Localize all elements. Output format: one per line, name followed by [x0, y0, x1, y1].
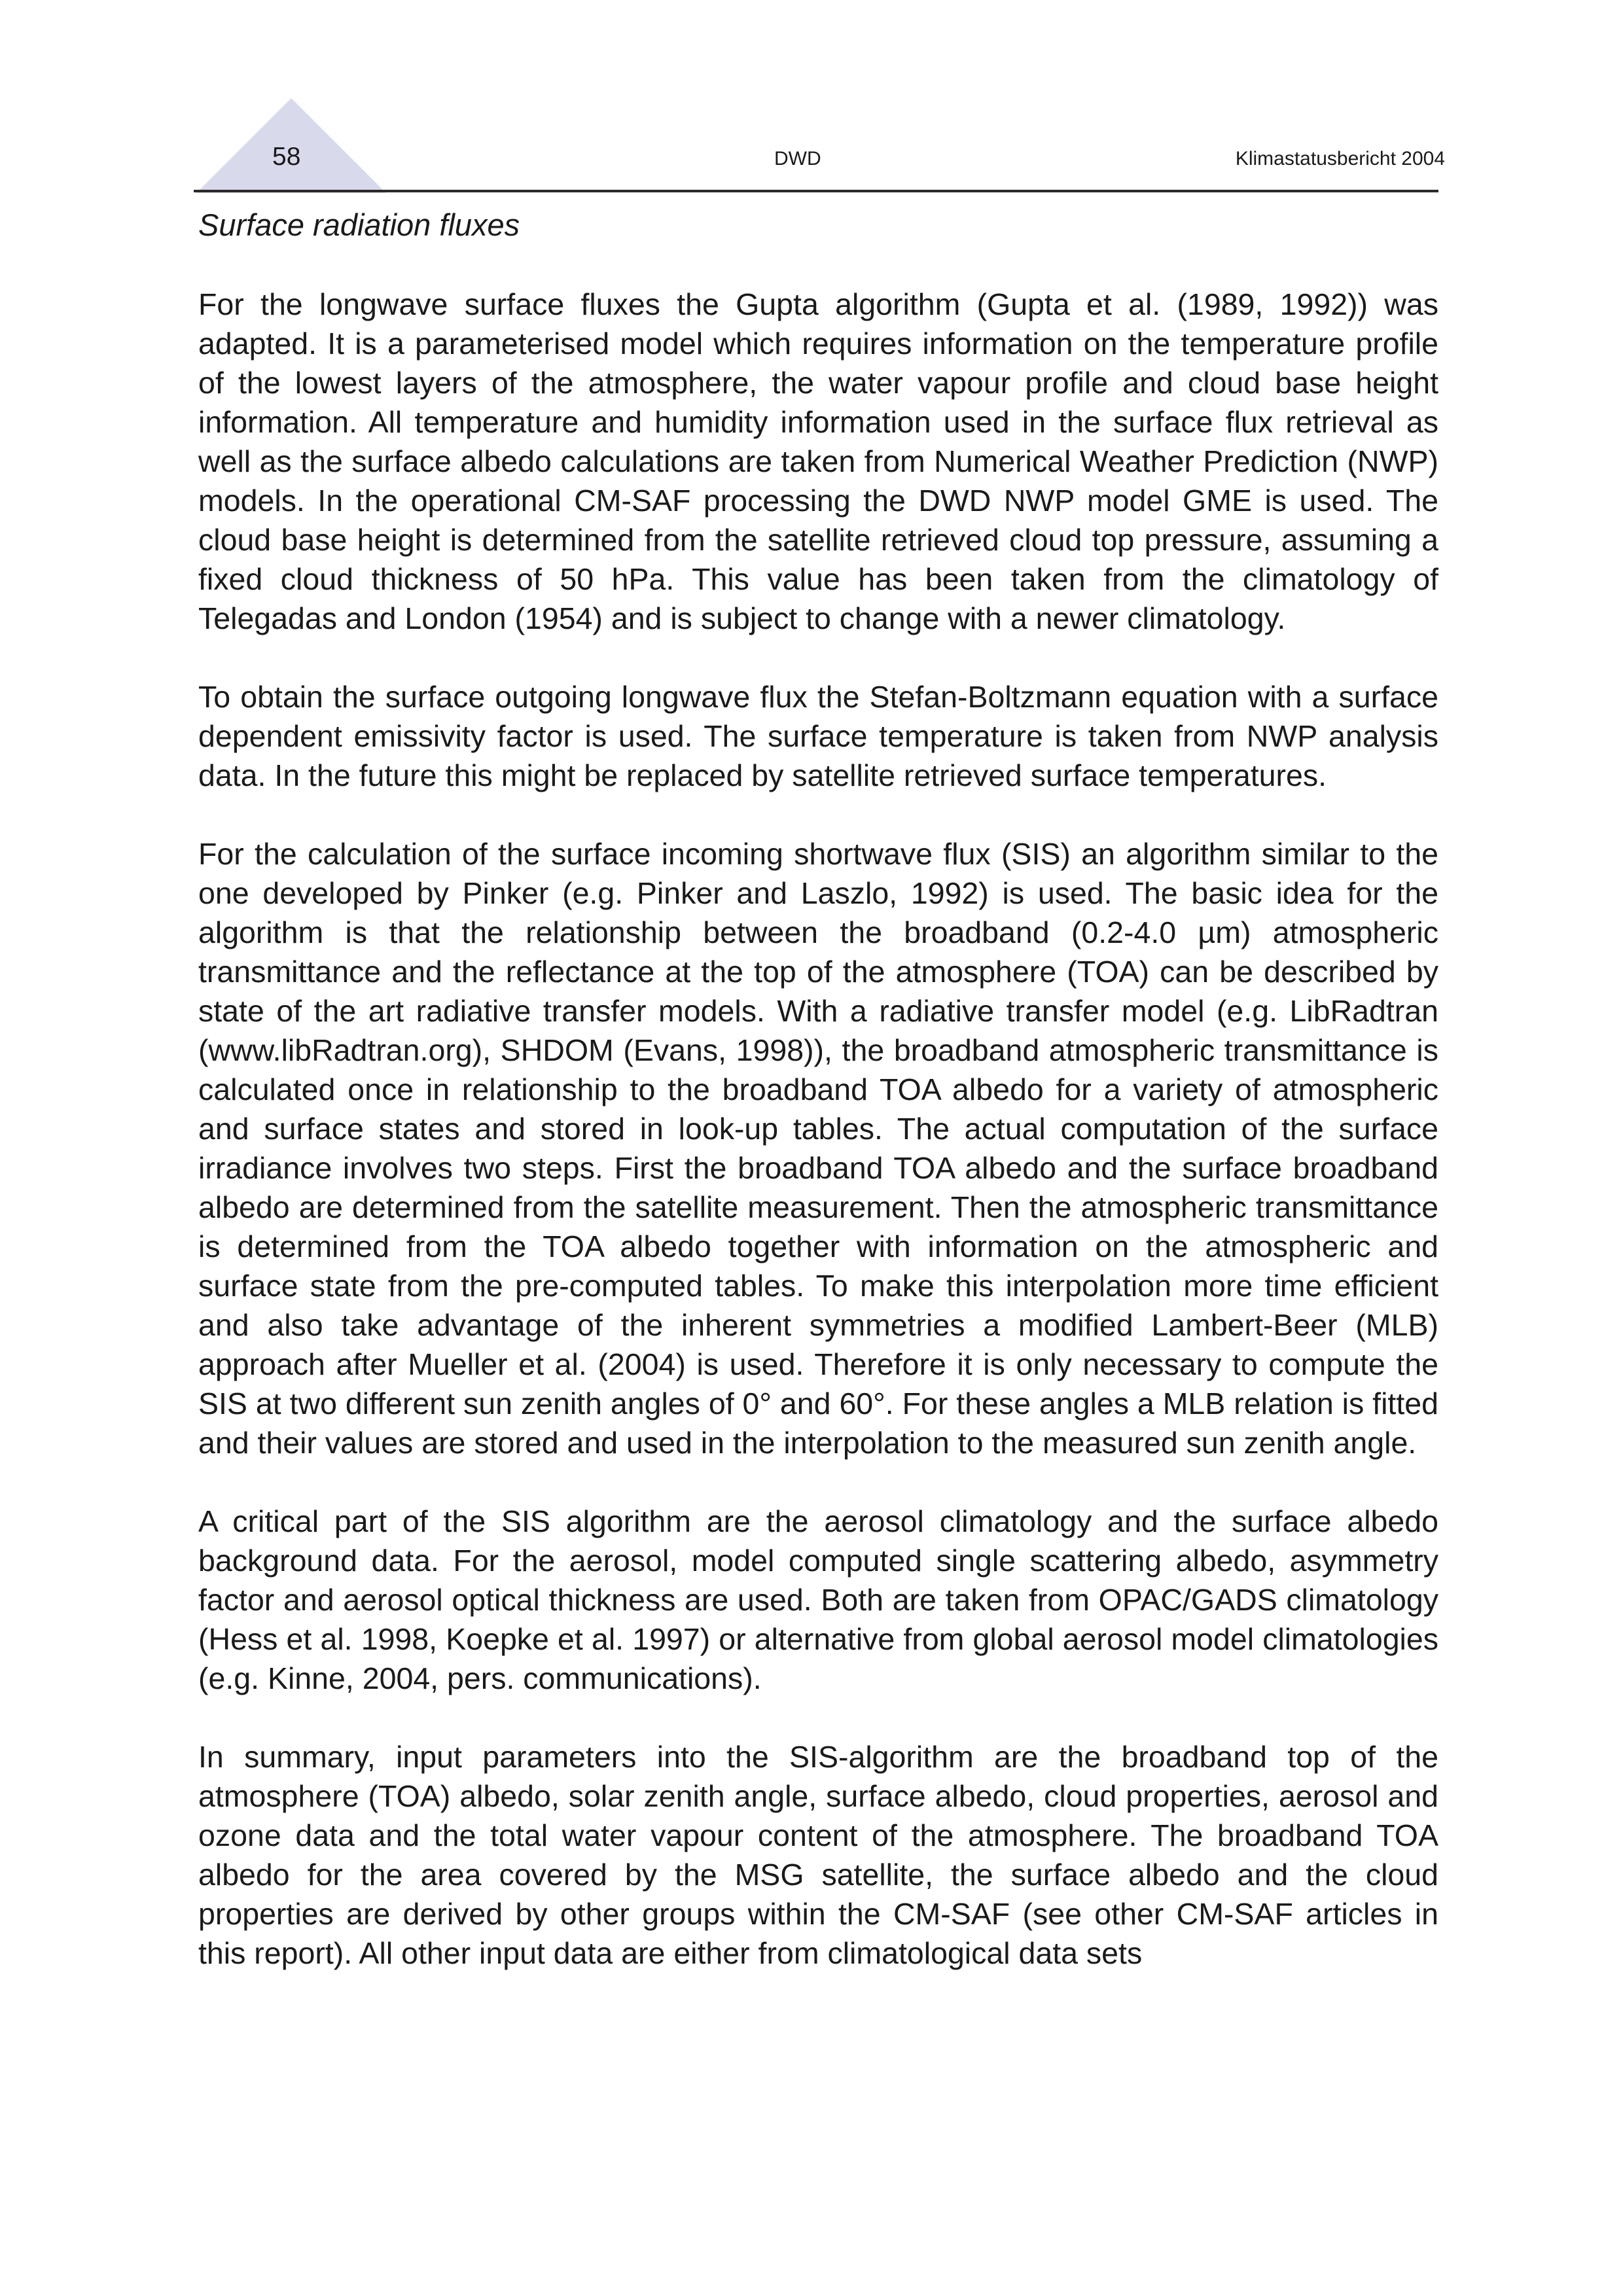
paragraph-summary: In summary, input parameters into the SIS-algorithm are the broadband top of the atmosphere (TOA) albedo, solar zenith angle, surface albedo, cloud properties, aerosol and ozone data and the total water vapour content of the atmosphere. The broadband TOA albedo for the area covered by the MSG satellite, the surface albedo and the cloud properties are derived by other groups within the CM-SAF (see other CM-SAF articles in this report). All other input data are either from climatological data sets: [198, 1740, 1438, 1970]
header-divider: [194, 190, 1438, 192]
paragraph-outgoing-longwave: To obtain the surface outgoing longwave flux the Stefan-Boltzmann equation with a surface dependent emissivity factor is used. The surface temperature is taken from NWP analysis data. In the future this might be replaced by satellite retrieved surface temperatures.: [198, 680, 1438, 792]
paragraph-longwave-fluxes: For the longwave surface fluxes the Gupta algorithm (Gupta et al. (1989, 1992)) was adapted. It is a parameterised model which requires information on the temperature profile of the lowest layers of the atmosphere, the water vapour profile and cloud base height information. All temperature and humidity information used in the surface flux retrieval as well as the surface albedo calculations are taken from Numerical Weather Prediction (NWP) models. In the operational CM-SAF processing the DWD NWP model GME is used. The cloud base height is determined from the satellite retrieved cloud top pressure, assuming a fixed cloud thickness of 50 hPa. This value has been taken from the climatology of Telegadas and London (1954) and is subject to change with a newer climatology.: [198, 287, 1438, 635]
page-number: 58: [272, 143, 301, 171]
paragraph-shortwave-sis: For the calculation of the surface incoming shortwave flux (SIS) an algorithm similar to the one developed by Pinker (e.g. Pinker and Laszlo, 1992) is used. The basic idea for the algorithm is that the relationship between the broadband (0.2-4.0 µm) atmospheric transmittance and the reflectance at the top of the atmosphere (TOA) can be described by state of the art radiative transfer models. With a radiative transfer model (e.g. LibRadtran (www.libRadtran.org), SHDOM (Evans, 1998)), the broadband atmospheric transmittance is calculated once in relationship to the broadband TOA albedo for a variety of atmospheric and surface states and stored in look-up tables. The actual computation of the surface irradiance involves two steps. First the broadband TOA albedo and the surface broadband albedo are determined from the satellite measurement. Then the atmospheric transmittance is determined from the TOA albedo together with information on the atmospheric and surface state from the pre-computed tables. To make this interpolation more time efficient and also take advantage of the inherent symmetries a modified Lambert-Beer (MLB) approach after Mueller et al. (2004) is used. Therefore it is only necessary to compute the SIS at two different sun zenith angles of 0° and 60°. For these angles a MLB relation is fitted and their values are stored and used in the interpolation to the measured sun zenith angle.: [198, 837, 1438, 1460]
body-text: [198, 285, 1438, 2012]
header-publisher: DWD: [774, 148, 821, 169]
paragraph-aerosol-climatology: A critical part of the SIS algorithm are the aerosol climatology and the surface albedo background data. For the aerosol, model computed single scattering albedo, asymmetry factor and aerosol optical thickness are used. Both are taken from OPAC/GADS climatology (Hess et al. 1998, Koepke et al. 1997) or alternative from global aerosol model climatologies (e.g. Kinne, 2004, pers. communications).: [198, 1504, 1438, 1695]
header-report-title: Klimastatusbericht 2004: [1235, 148, 1445, 169]
section-title: Surface radiation fluxes: [198, 207, 520, 242]
